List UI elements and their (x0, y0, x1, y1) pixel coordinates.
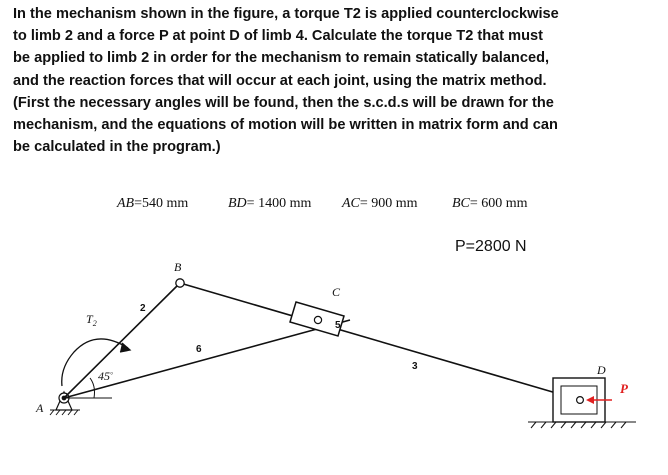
torque-arrow-icon (62, 339, 130, 386)
dimension-ab-label: AB (117, 196, 135, 211)
dimension-bc-value: = 600 mm (469, 196, 528, 211)
torque-letter: T (86, 312, 93, 326)
link-bd (180, 283, 580, 400)
link-ab (64, 283, 180, 398)
dimension-ac-value: = 900 mm (359, 196, 418, 211)
point-b-label: B (174, 260, 182, 274)
ground-d-icon (528, 422, 636, 428)
dimension-ac-label: AC (342, 196, 360, 211)
link-3-label: 3 (412, 361, 418, 372)
dimension-bd-label: BD (228, 196, 247, 211)
angle-arc-icon (90, 378, 95, 398)
problem-line: mechanism, and the equations of motion will be written in matrix form and can (13, 117, 558, 134)
angle-label (98, 369, 113, 383)
problem-line: In the mechanism shown in the figure, a torque T2 is applied counterclockwise (13, 6, 559, 22)
degree-sign: ° (110, 371, 113, 379)
torque-label (86, 312, 97, 328)
problem-line: (First the necessary angles will be found, then the s.c.d.s will be drawn for the (13, 94, 554, 111)
problem-line: to limb 2 and a force P at point D of limb 4. Calculate the torque T2 that must (13, 28, 544, 45)
link-ac (64, 320, 350, 398)
link-5-label: 5 (335, 320, 341, 331)
problem-line: and the reaction forces that will occur at each joint, using the matrix method. (13, 72, 547, 89)
link-2-label: 2 (140, 303, 146, 314)
torque-subscript: 2 (92, 319, 97, 328)
point-d-label: D (597, 363, 606, 377)
angle-value: 45 (98, 369, 110, 383)
force-value: P=2800 N (455, 238, 527, 255)
point-c-label: C (332, 285, 341, 299)
point-a-label: A (36, 401, 44, 415)
ground-a-icon (50, 410, 80, 415)
dimension-bd-value: = 1400 mm (246, 196, 312, 211)
pin-support-a-icon (56, 392, 72, 410)
joint-b-icon (176, 279, 184, 287)
dimension-ab-value: =540 mm (134, 196, 189, 211)
force-p-label: P (620, 381, 628, 396)
problem-line: be applied to limb 2 in order for the mechanism to remain statically balanced, (13, 50, 550, 67)
problem-line: be calculated in the program.) (13, 139, 221, 156)
link-6-label: 6 (196, 344, 202, 355)
dimension-bc-label: BC (452, 196, 470, 211)
